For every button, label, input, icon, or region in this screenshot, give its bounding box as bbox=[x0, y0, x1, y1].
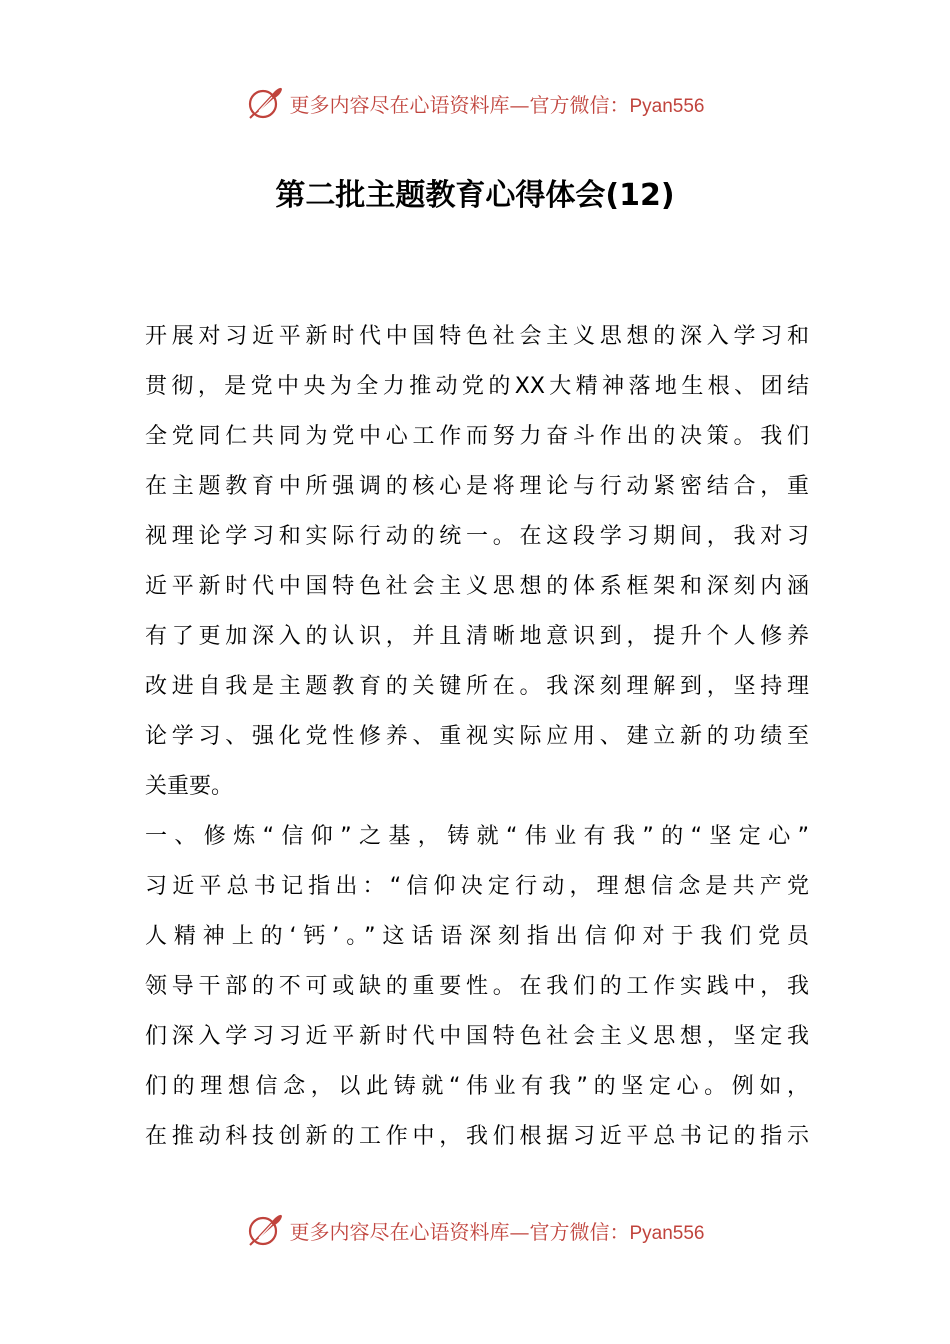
body-line: 全党同仁共同为党中心工作而努力奋斗作出的决策。我们 bbox=[145, 424, 809, 449]
section-heading: 一、修炼“信仰”之基，铸就“伟业有我”的“坚定心” bbox=[145, 824, 809, 849]
quill-pen-circle-icon bbox=[245, 1210, 285, 1250]
body-line: 们的理想信念，以此铸就“伟业有我”的坚定心。例如， bbox=[145, 1074, 809, 1099]
document-title: 第二批主题教育心得体会(12) bbox=[275, 178, 675, 213]
body-line: 近平新时代中国特色社会主义思想的体系框架和深刻内涵 bbox=[145, 574, 809, 599]
body-line: 习近平总书记指出：“信仰决定行动，理想信念是共产党 bbox=[145, 874, 809, 899]
body-line: 关重要。 bbox=[145, 774, 234, 799]
banner-text: 更多内容尽在心语资料库—官方微信： bbox=[289, 92, 630, 117]
wechat-id: Pyan556 bbox=[629, 1222, 705, 1244]
body-line: 视理论学习和实际行动的统一。在这段学习期间，我对习 bbox=[145, 524, 809, 549]
body-line: 开展对习近平新时代中国特色社会主义思想的深入学习和 bbox=[145, 324, 809, 349]
body-line: 在主题教育中所强调的核心是将理论与行动紧密结合，重 bbox=[145, 474, 809, 499]
body-line: 贯彻，是党中央为全力推动党的XX大精神落地生根、团结 bbox=[145, 374, 809, 399]
body-line: 在推动科技创新的工作中，我们根据习近平总书记的指示 bbox=[145, 1124, 809, 1149]
wechat-id: Pyan556 bbox=[629, 95, 705, 117]
header-banner bbox=[0, 83, 950, 123]
body-line: 人精神上的‘钙’。”这话语深刻指出信仰对于我们党员 bbox=[145, 924, 809, 949]
body-line: 们深入学习习近平新时代中国特色社会主义思想，坚定我 bbox=[145, 1024, 809, 1049]
body-line: 改进自我是主题教育的关键所在。我深刻理解到，坚持理 bbox=[145, 674, 809, 699]
banner-text: 更多内容尽在心语资料库—官方微信： bbox=[289, 1219, 630, 1244]
body-line: 论学习、强化党性修养、重视实际应用、建立新的功绩至 bbox=[145, 724, 809, 749]
quill-pen-circle-icon bbox=[245, 83, 285, 123]
body-line: 有了更加深入的认识，并且清晰地意识到，提升个人修养 bbox=[145, 624, 809, 649]
footer-banner bbox=[0, 1210, 950, 1250]
body-line: 领导干部的不可或缺的重要性。在我们的工作实践中，我 bbox=[145, 974, 809, 999]
document-body bbox=[145, 312, 809, 1162]
